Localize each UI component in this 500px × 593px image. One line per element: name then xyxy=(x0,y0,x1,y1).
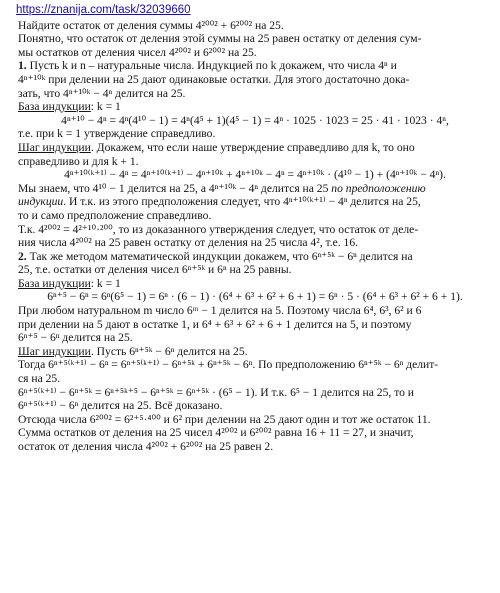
text-line: т.е. при k = 1 утверждение справедливо. xyxy=(18,127,216,141)
text-line: 25, т.е. остатки от деления чисел 6ⁿ⁺⁵ᵏ и 6ⁿ на 25 равны. xyxy=(18,263,292,277)
text-line: ся на 25. xyxy=(18,372,61,386)
solution-body xyxy=(18,19,492,454)
text-line: При любом натуральном m число 6ᵐ − 1 делится на 5. Поэтому числа 6⁴, 6³, 6² и 6 xyxy=(18,304,422,318)
text-line xyxy=(18,182,492,196)
line-text: Мы знаем, что 4¹⁰ − 1 делится на 25, а 4ⁿ⁺¹⁰ᵏ − 4ⁿ делится на 25 xyxy=(18,181,332,195)
formula-line: 4ⁿ⁺¹⁰⁽ᵏ⁺¹⁾ − 4ⁿ = 4ⁿ⁺¹⁰⁽ᵏ⁺¹⁾ − 4ⁿ⁺¹⁰ᵏ + 4ⁿ⁺¹⁰ᵏ − 4ⁿ = 4ⁿ⁺¹⁰ᵏ · (4¹⁰ − 1) + (4ⁿ⁺¹⁰ᵏ − 4ⁿ). xyxy=(64,168,446,182)
line-text: Так же методом математической индукции докажем, что 6ⁿ⁺⁵ᵏ − 6ⁿ делится на xyxy=(26,249,413,263)
text-line: то и само предположение справедливо. xyxy=(18,208,212,222)
italic-text: индукции xyxy=(18,195,64,209)
formula-line: 4ⁿ⁺¹⁰ − 4ⁿ = 4ⁿ(4¹⁰ − 1) = 4ⁿ(4⁵ + 1)(4⁵ − 1) = 4ⁿ · 1025 · 1023 = 25 · 41 · 1023 · 4ⁿ, xyxy=(61,113,449,127)
text-line: Отсюда числа 6²⁰⁰² = 6²⁺⁵·⁴⁰⁰ и 6² при делении на 25 дают один и тот же остаток 11. xyxy=(18,412,431,426)
text-line xyxy=(18,250,492,264)
text-line xyxy=(18,195,492,209)
text-line xyxy=(18,141,492,155)
item-number: 1. xyxy=(18,59,27,73)
text-line: Понятно, что остаток от деления этой суммы на 25 равен остатку от деления сум- xyxy=(18,32,422,46)
line-text: Пусть k и n – натуральные числа. Индукцией по k докажем, что числа 4ⁿ и xyxy=(26,59,397,73)
section-heading: Шаг индукции xyxy=(18,140,91,154)
text-line: зать, что 4ⁿ⁺¹⁰ᵏ − 4ⁿ делится на 25. xyxy=(18,86,186,100)
text-line: справедливо и для k + 1. xyxy=(18,154,139,168)
text-line: 6ⁿ⁺⁵⁽ᵏ⁺¹⁾ − 6ⁿ⁺⁵ᵏ = 6ⁿ⁺⁵ᵏ⁺⁵ − 6ⁿ⁺⁵ᵏ = 6ⁿ⁺⁵ᵏ · (6⁵ − 1). И т.к. 6⁵ − 1 делится на 25, то и xyxy=(18,385,415,399)
text-line: мы остатков от деления чисел 4²⁰⁰² и 6²⁰⁰² на 25. xyxy=(18,45,257,59)
formula-line: 6ⁿ⁺⁵ − 6ⁿ = 6ⁿ(6⁵ − 1) = 6ⁿ · (6 − 1) · (6⁴ + 6³ + 6² + 6 + 1) = 6ⁿ · 5 · (6⁴ + 6³ + 6² + 6 + 1). xyxy=(47,290,463,304)
section-heading: База индукции xyxy=(18,276,91,290)
text-line: Найдите остаток от деления суммы 4²⁰⁰² + 6²⁰⁰² на 25. xyxy=(18,18,284,32)
text-line: 4ⁿ⁺¹⁰ᵏ при делении на 25 дают одинаковые остатки. Для этого достаточно дока- xyxy=(18,72,410,86)
text-line: 6ⁿ⁺⁵⁽ᵏ⁺¹⁾ − 6ⁿ делится на 25. Всё доказано. xyxy=(18,399,223,413)
text-line xyxy=(18,277,492,291)
line-text: . Пусть 6ⁿ⁺⁵ᵏ − 6ⁿ делится на 25. xyxy=(90,344,248,358)
text-line: 6ⁿ⁺⁵ − 6ⁿ делится на 25. xyxy=(18,331,133,345)
line-text: . И т.к. из этого предположения следует, что 4ⁿ⁺¹⁰⁽ᵏ⁺¹⁾ − 4ⁿ делится на 25, xyxy=(63,195,421,209)
item-number: 2. xyxy=(18,249,27,263)
text-line xyxy=(18,100,492,114)
section-heading: Шаг индукции xyxy=(18,344,91,358)
italic-text: по предположению xyxy=(331,181,426,195)
line-text: : k = 1 xyxy=(90,100,121,114)
text-line: ния числа 4²⁰⁰² на 25 равен остатку от деления на 25 числа 4², т.е. 16. xyxy=(18,236,359,250)
section-heading: База индукции xyxy=(18,100,91,114)
text-line: при делении на 5 дают в остатке 1, и 6⁴ + 6³ + 6² + 6 + 1 делится на 5, и поэтому xyxy=(18,317,412,331)
source-link[interactable]: https://znanija.com/task/32039660 xyxy=(16,4,191,16)
text-line xyxy=(18,59,492,73)
text-line: Сумма остатков от деления на 25 чисел 4²⁰⁰² и 6²⁰⁰² равна 16 + 11 = 27, и значит, xyxy=(18,426,414,440)
text-line: Т.к. 4²⁰⁰² = 4²⁺¹⁰·²⁰⁰, то из доказанного утверждения следует, что остаток от деле- xyxy=(18,222,419,236)
text-line: Тогда 6ⁿ⁺⁵⁽ᵏ⁺¹⁾ − 6ⁿ = 6ⁿ⁺⁵⁽ᵏ⁺¹⁾ − 6ⁿ⁺⁵ᵏ + 6ⁿ⁺⁵ᵏ − 6ⁿ. По предположению 6ⁿ⁺⁵ᵏ − 6ⁿ делит- xyxy=(18,358,439,372)
text-line: остаток от деления числа 4²⁰⁰² + 6²⁰⁰² на 25 равен 2. xyxy=(18,440,274,453)
line-text: . Докажем, что если наше утверждение справедливо для k, то оно xyxy=(90,140,415,154)
line-text: : k = 1 xyxy=(90,276,121,290)
text-line xyxy=(18,345,492,359)
